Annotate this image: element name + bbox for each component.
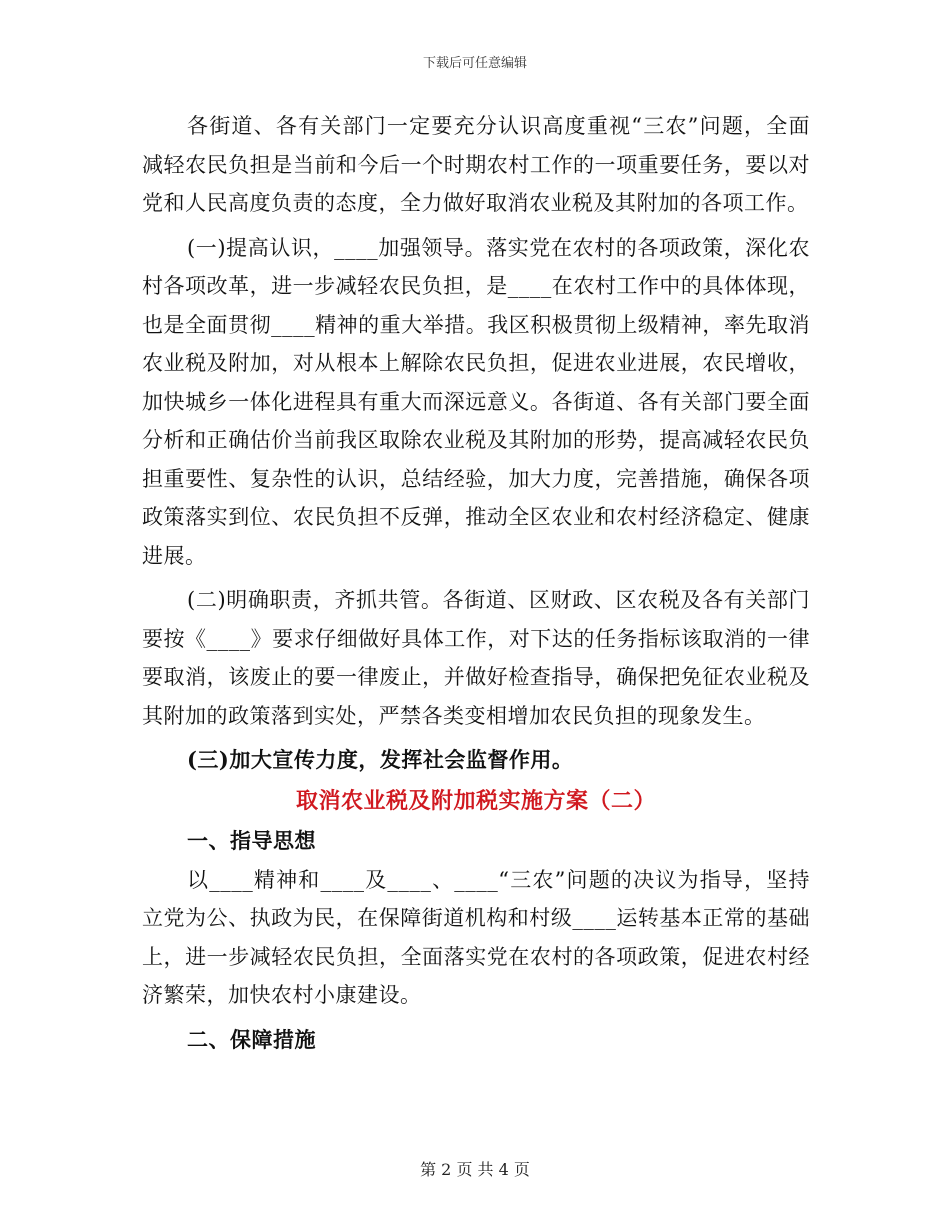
section-title: 取消农业税及附加税实施方案（二） (295, 787, 656, 814)
page-number: 第 2 页 共 4 页 (420, 1160, 530, 1179)
heading-safeguard-measures: 二、保障措施 (187, 1026, 316, 1052)
heading-guiding-thought: 一、指导思想 (187, 828, 316, 853)
paragraph-item-2: (二)明确职责，齐抓共管。各街道、区财政、区农税及各有关部门要按《____》要求仔细做好具体工作，对下达的任务指标该取消的一律要取消，该废止的要一律废止，并做好检查指导，确保把免征农业税及其附加的政策落到实处，严禁各类变相增加农民负担的现象发生。 (142, 588, 810, 728)
paragraph-intro: 各街道、各有关部门一定要充分认识高度重视“三农”问题，全面减轻农民负担是当前和今后一个时期农村工作的一项重要任务，要以对党和人民高度负责的态度，全力做好取消农业税及其附加的各项工作。 (142, 114, 810, 215)
paragraph-item-3: (三)加大宣传力度，发挥社会监督作用。 (187, 747, 574, 772)
paragraph-item-1: (一)提高认识，____加强领导。落实党在农村的各项政策，深化农村各项改革，进一步减轻农民负担，是____在农村工作中的具体体现，也是全面贯彻____精神的重大举措。我区积极贯彻上级精神，率先取消农业税及附加，对从根本上解除农民负担，促进农业进展，农民增收，加快城乡一体化进程具有重大而深远意义。各街道、各有关部门要全面分析和正确估价当前我区取除农业税及其附加的形势，提高减轻农民负担重要性、复杂性的认识，总结经验，加大力度，完善措施，确保各项政策落实到位、农民负担不反弹，推动全区农业和农村经济稳定、健康进展。 (142, 235, 810, 568)
page-header-note: 下载后可任意编辑 (422, 56, 527, 71)
document-body (142, 107, 810, 1059)
paragraph-guiding-thought: 以____精神和____及____、____“三农”问题的决议为指导，坚持立党为公、执政为民，在保障街道机构和村级____运转基本正常的基础上，进一步减轻农民负担，全面落实党在农村的各项政策，促进农村经济繁荣，加快农村小康建设。 (142, 867, 810, 1007)
